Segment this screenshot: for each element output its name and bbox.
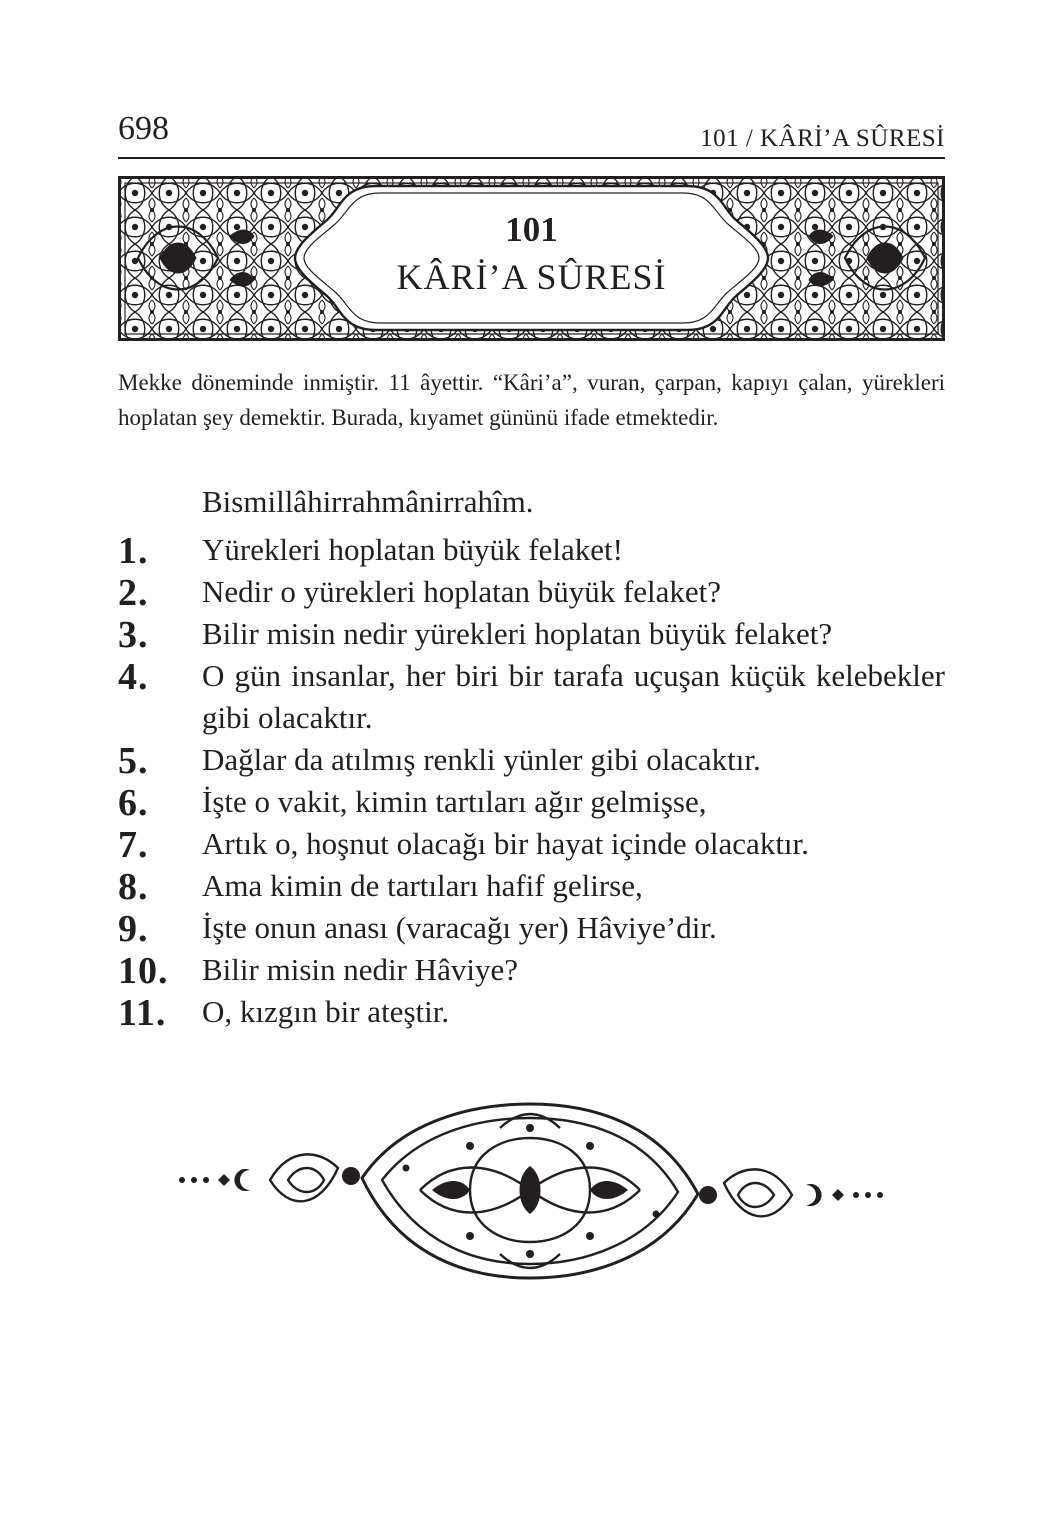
verse-text: O gün insanlar, her biri bir tarafa uçuşan küçük kelebekler gibi olacaktır. [202, 658, 945, 735]
verse-item [118, 823, 945, 865]
verse-item [118, 529, 945, 571]
verse-item [118, 613, 945, 655]
verse-number: 9. [118, 908, 149, 950]
verse-text: Dağlar da atılmış renkli yünler gibi olacaktır. [202, 742, 761, 777]
verse-item [118, 865, 945, 907]
verse-number: 5. [118, 740, 149, 782]
verse-item [118, 739, 945, 781]
tailpiece-ornament [170, 1098, 892, 1284]
verse-item [118, 781, 945, 823]
verse-number: 3. [118, 614, 149, 656]
verse-item [118, 991, 945, 1033]
verse-number: 10. [118, 950, 169, 992]
verse-list [118, 529, 945, 1033]
header-rule [118, 157, 945, 159]
surah-title-cartouche [118, 176, 945, 341]
verse-text: Bilir misin nedir Hâviye? [202, 952, 518, 987]
surah-number: 101 [505, 210, 558, 249]
verse-text: Nedir o yürekleri hoplatan büyük felaket? [202, 574, 722, 609]
verse-number: 7. [118, 824, 149, 866]
running-head: 101 / KÂRİ’A SÛRESİ [700, 125, 945, 152]
verse-text: Ama kimin de tartıları hafif gelirse, [202, 868, 643, 903]
verse-number: 2. [118, 572, 149, 614]
verse-number: 1. [118, 530, 149, 572]
verse-item [118, 949, 945, 991]
verse-text: Artık o, hoşnut olacağı bir hayat içinde olacaktır. [202, 826, 809, 861]
verse-item [118, 907, 945, 949]
verse-number: 11. [118, 992, 167, 1034]
verse-text: Bilir misin nedir yürekleri hoplatan büyük felaket? [202, 616, 833, 651]
page-number: 698 [118, 110, 169, 147]
verse-number: 8. [118, 866, 149, 908]
verse-item [118, 571, 945, 613]
verse-text: İşte o vakit, kimin tartıları ağır gelmişse, [202, 784, 707, 819]
verse-text: Yürekleri hoplatan büyük felaket! [202, 532, 623, 567]
floral-ornament-icon [170, 1098, 892, 1284]
verse-text: İşte onun anası (varacağı yer) Hâviye’dir. [202, 910, 717, 945]
verse-item [118, 655, 945, 739]
verse-text: O, kızgın bir ateştir. [202, 994, 450, 1029]
verse-number: 6. [118, 782, 149, 824]
surah-name: KÂRİ’A SÛRESİ [396, 257, 667, 297]
intro-paragraph: Mekke döneminde inmiştir. 11 âyettir. “Kâri’a”, vuran, çarpan, kapıyı çalan, yürekleri hoplatan şey demektir. Burada, kıyamet gününü ifade etmektedir. [118, 370, 945, 430]
verse-number: 4. [118, 656, 149, 698]
basmala: Bismillâhirrahmânirrahîm. [202, 484, 534, 519]
